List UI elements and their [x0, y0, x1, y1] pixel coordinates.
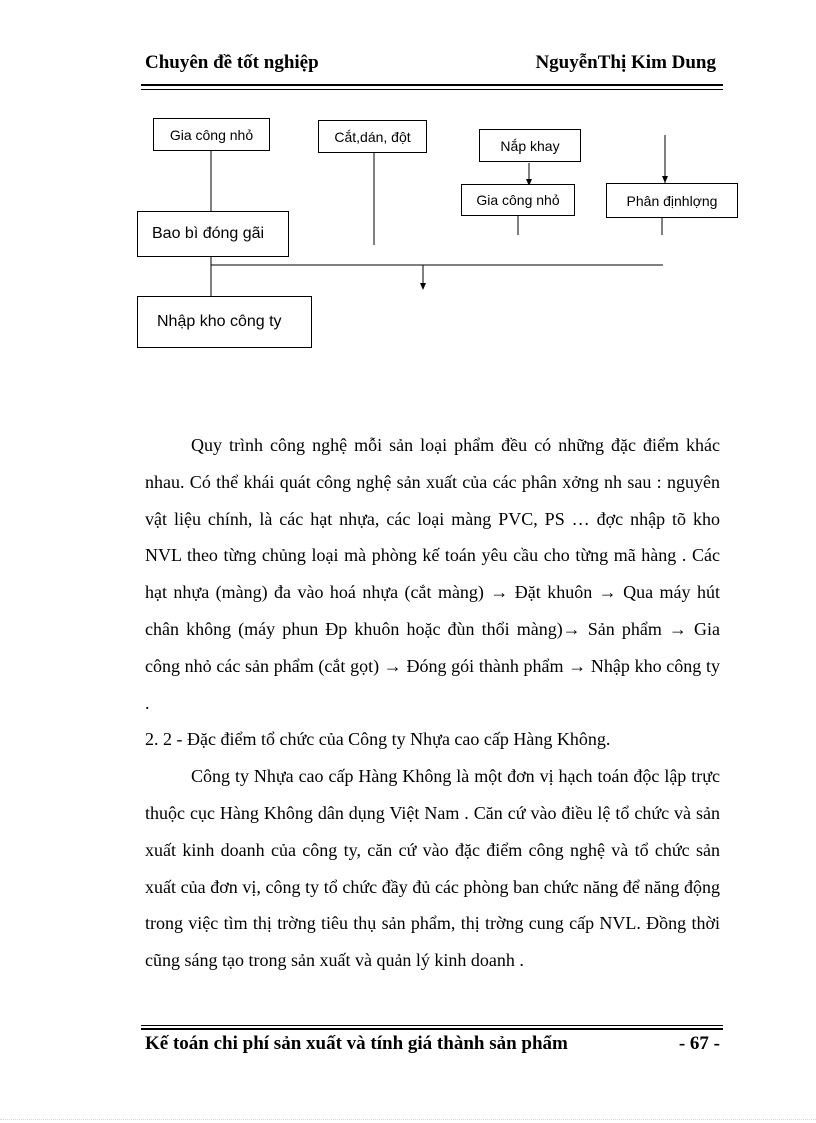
- page-edge-dots: [0, 1119, 816, 1120]
- header-title: Chuyên đề tốt nghiệp: [145, 52, 319, 73]
- arrow-head: [420, 283, 426, 290]
- process-box-gia-cong-nho-2: Gia công nhỏ: [461, 184, 575, 216]
- header-author: NguyễnThị Kim Dung: [535, 52, 716, 73]
- footer-rule-bottom: [141, 1028, 723, 1030]
- arrow-head: [662, 176, 668, 183]
- section-heading: 2. 2 - Đặc điểm tổ chức của Công ty Nhựa cao cấp Hàng Không.: [145, 729, 611, 750]
- body-text: [145, 427, 720, 979]
- process-box-bao-bi-dong-goi: Bao bì đóng gãi: [137, 211, 289, 257]
- footer-rule-top: [141, 1025, 723, 1026]
- process-box-gia-cong-nho-1: Gia công nhỏ: [153, 118, 270, 151]
- paragraph-production-process: Quy trình công nghệ mỗi sản loại phẩm đều có những đặc điểm khác nhau. Có thể khái quát công nghệ sản xuất của các phân xởng nh sau : nguyên vật liệu chính, là các hạt nhựa, các loại màng PVC, PS … đợc nhập tõ kho NVL theo từng chủng loại mà phòng kế toán yêu cầu cho từng mã hàng . Các hạt nhựa (màng) đa vào hoá nhựa (cắt màng) → Đặt khuôn → Qua máy hút chân không (máy phun Đp khuôn hoặc đùn thổi màng)→ Sản phẩm → Gia công nhỏ các sản phẩm (cắt gọt) → Đóng gói thành phẩm → Nhập kho công ty .: [145, 435, 720, 713]
- process-box-nhap-kho: Nhập kho công ty: [137, 296, 312, 348]
- page-number: - 67 -: [678, 1033, 720, 1054]
- process-box-phan-dinh-luong: Phân địnhlợng: [606, 183, 738, 218]
- footer-title: Kế toán chi phí sản xuất và tính giá thành sản phẩm: [145, 1033, 568, 1054]
- process-box-nap-khay: Nắp khay: [479, 129, 581, 162]
- process-box-cat-dan-dot: Cắt,dán, đột: [318, 120, 427, 153]
- paragraph-organization: Công ty Nhựa cao cấp Hàng Không là một đơn vị hạch toán độc lập trực thuộc cục Hàng Không dân dụng Việt Nam . Căn cứ vào điều lệ tổ chức và sản xuất kinh doanh của công ty, căn cứ vào đặc điểm công nghệ và tổ chức sản xuất của đơn vị, công ty tổ chức đầy đủ các phòng ban chức năng để năng động trong việc tìm thị trờng tiêu thụ sản phẩm, thị trờng cung cấp NVL. Đồng thời cũng sáng tạo trong sản xuất và quản lý kinh doanh .: [145, 766, 720, 971]
